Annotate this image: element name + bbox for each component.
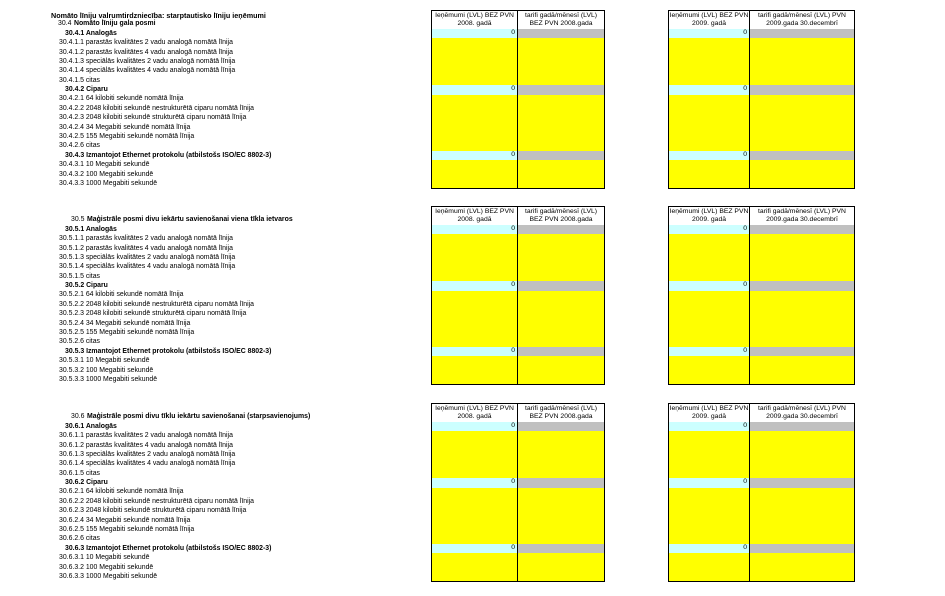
row-label: 30.5.1.2 parastās kvalitātes 4 vadu analogā nomātā līnija xyxy=(59,244,233,252)
row-label: 30.6.2.5 155 Megabiti sekundē nomātā līnija xyxy=(59,525,195,533)
row-label: 30.5.2.1 64 kilobiti sekundē nomātā līnija xyxy=(59,291,184,299)
input-cell[interactable] xyxy=(431,179,518,189)
row-label: 30.5.1.3 speciālās kvalitātes 2 vadu analogā nomātā līnija xyxy=(59,253,236,261)
column-header: Ieņēmumi (LVL) BEZ PVN 2008. gadā xyxy=(431,10,518,30)
row-label: 30.4.2.2 2048 kilobiti sekundē nestrukturētā ciparu nomātā līnija xyxy=(59,104,254,112)
column-header: tarifi gadā/mēnesī (LVL) BEZ PVN 2008.gada xyxy=(517,403,605,423)
row-label: 30.4.2.4 34 Megabiti sekundē nomātā līnija xyxy=(59,123,191,131)
column-header: Ieņēmumi (LVL) BEZ PVN 2009. gadā xyxy=(668,403,750,423)
column-header: tarifi gadā/mēnesī (LVL) PVN 2009.gada 30.decembrī xyxy=(749,10,855,30)
row-label: 30.5.3.3 1000 Megabiti sekundē xyxy=(59,375,158,383)
row-label: 30.6.1.4 speciālās kvalitātes 4 vadu analogā nomātā līnija xyxy=(59,460,236,468)
row-label: 30.6.2.4 34 Megabiti sekundē nomātā līnija xyxy=(59,516,191,524)
row-label: 30.6.2.6 citas xyxy=(59,535,100,543)
section-title: Maģistrāle posmi divu tīklu iekārtu savienošanai (starpsavienojums) xyxy=(87,413,311,420)
document-title: Nomāto līniju valrumtirdzniecība: starptautisko līniju ieņēmumi xyxy=(51,11,266,20)
row-label: 30.4.1.5 citas xyxy=(59,76,100,84)
row-label: 30.6.3.1 10 Megabiti sekundē xyxy=(59,554,150,562)
total-cell: 0 xyxy=(668,225,750,235)
total-cell: 0 xyxy=(668,29,750,39)
subtotal-label: 30.4.2 Ciparu xyxy=(65,86,108,94)
subtotal-label: 30.6.1 Analogās xyxy=(65,422,117,430)
total-cell: 0 xyxy=(668,281,750,291)
total-cell: 0 xyxy=(431,347,518,357)
column-header: tarifi gadā/mēnesī (LVL) PVN 2009.gada 30.decembrī xyxy=(749,206,855,226)
row-label: 30.5.2.3 2048 kilobiti sekundē strukturētā ciparu nomātā līnija xyxy=(59,310,247,318)
row-label: 30.6.2.3 2048 kilobiti sekundē strukturētā ciparu nomātā līnija xyxy=(59,507,247,515)
input-cell[interactable] xyxy=(668,572,750,582)
total-cell: 0 xyxy=(431,85,518,95)
total-cell: 0 xyxy=(431,478,518,488)
subtotal-label: 30.4.3 Izmantojot Ethernet protokolu (atbilstošs ISO/EC 8802-3) xyxy=(65,151,272,159)
total-cell: 0 xyxy=(668,347,750,357)
total-cell: 0 xyxy=(431,281,518,291)
row-label: 30.5.1.5 citas xyxy=(59,272,100,280)
input-cell[interactable] xyxy=(749,179,855,189)
row-label: 30.5.2.2 2048 kilobiti sekundē nestrukturētā ciparu nomātā līnija xyxy=(59,300,254,308)
row-label: 30.5.2.4 34 Megabiti sekundē nomātā līnija xyxy=(59,319,191,327)
subtotal-label: 30.5.1 Analogās xyxy=(65,225,117,233)
subtotal-label: 30.5.3 Izmantojot Ethernet protokolu (atbilstošs ISO/EC 8802-3) xyxy=(65,347,272,355)
row-label: 30.4.2.1 64 kilobiti sekundē nomātā līnija xyxy=(59,95,184,103)
input-cell[interactable] xyxy=(517,572,605,582)
row-label: 30.5.3.1 10 Megabiti sekundē xyxy=(59,357,150,365)
total-cell: 0 xyxy=(431,225,518,235)
total-cell: 0 xyxy=(668,151,750,161)
row-label: 30.5.2.5 155 Megabiti sekundē nomātā līnija xyxy=(59,328,195,336)
section-code: 30.6 xyxy=(71,413,85,420)
total-cell: 0 xyxy=(431,544,518,554)
row-label: 30.6.1.3 speciālās kvalitātes 2 vadu analogā nomātā līnija xyxy=(59,450,236,458)
row-label: 30.5.2.6 citas xyxy=(59,338,100,346)
section-title: Maģistrāle posmi divu iekārtu savienošanai viena tīkla ietvaros xyxy=(87,216,293,223)
input-cell[interactable] xyxy=(749,572,855,582)
input-cell[interactable] xyxy=(431,375,518,385)
row-label: 30.4.1.4 speciālās kvalitātes 4 vadu analogā nomātā līnija xyxy=(59,67,236,75)
row-label: 30.4.2.6 citas xyxy=(59,142,100,150)
row-label: 30.6.3.3 1000 Megabiti sekundē xyxy=(59,572,158,580)
input-cell[interactable] xyxy=(668,179,750,189)
column-header: Ieņēmumi (LVL) BEZ PVN 2009. gadā xyxy=(668,10,750,30)
input-cell[interactable] xyxy=(517,375,605,385)
total-cell: 0 xyxy=(668,544,750,554)
column-header: tarifi gadā/mēnesī (LVL) BEZ PVN 2008.gada xyxy=(517,206,605,226)
row-label: 30.4.3.3 1000 Megabiti sekundē xyxy=(59,179,158,187)
row-label: 30.4.1.2 parastās kvalitātes 4 vadu analogā nomātā līnija xyxy=(59,48,233,56)
input-cell[interactable] xyxy=(517,179,605,189)
row-label: 30.4.2.3 2048 kilobiti sekundē strukturētā ciparu nomātā līnija xyxy=(59,114,247,122)
column-header: tarifi gadā/mēnesī (LVL) PVN 2009.gada 30.decembrī xyxy=(749,403,855,423)
section-title: Nomāto līniju gala posmi xyxy=(74,20,156,27)
row-label: 30.4.3.1 10 Megabiti sekundē xyxy=(59,161,150,169)
column-header: Ieņēmumi (LVL) BEZ PVN 2008. gadā xyxy=(431,206,518,226)
row-label: 30.6.2.2 2048 kilobiti sekundē nestrukturētā ciparu nomātā līnija xyxy=(59,497,254,505)
section-code: 30.5 xyxy=(71,216,85,223)
row-label: 30.4.2.5 155 Megabiti sekundē nomātā līnija xyxy=(59,132,195,140)
column-header: Ieņēmumi (LVL) BEZ PVN 2008. gadā xyxy=(431,403,518,423)
total-cell: 0 xyxy=(431,151,518,161)
row-label: 30.4.3.2 100 Megabiti sekundē xyxy=(59,170,154,178)
row-label: 30.4.1.3 speciālās kvalitātes 2 vadu analogā nomātā līnija xyxy=(59,57,236,65)
column-header: tarifi gadā/mēnesī (LVL) BEZ PVN 2008.gada xyxy=(517,10,605,30)
row-label: 30.6.2.1 64 kilobiti sekundē nomātā līnija xyxy=(59,488,184,496)
row-label: 30.6.1.2 parastās kvalitātes 4 vadu analogā nomātā līnija xyxy=(59,441,233,449)
total-cell: 0 xyxy=(668,85,750,95)
input-cell[interactable] xyxy=(668,375,750,385)
total-cell: 0 xyxy=(668,422,750,432)
subtotal-label: 30.6.2 Ciparu xyxy=(65,479,108,487)
row-label: 30.6.1.5 citas xyxy=(59,469,100,477)
row-label: 30.5.3.2 100 Megabiti sekundē xyxy=(59,366,154,374)
section-code: 30.4 xyxy=(58,20,72,27)
total-cell: 0 xyxy=(431,422,518,432)
input-cell[interactable] xyxy=(431,572,518,582)
total-cell: 0 xyxy=(668,478,750,488)
row-label: 30.6.1.1 parastās kvalitātes 2 vadu analogā nomātā līnija xyxy=(59,432,233,440)
input-cell[interactable] xyxy=(749,375,855,385)
subtotal-label: 30.5.2 Ciparu xyxy=(65,282,108,290)
subtotal-label: 30.4.1 Analogās xyxy=(65,29,117,37)
subtotal-label: 30.6.3 Izmantojot Ethernet protokolu (atbilstošs ISO/EC 8802-3) xyxy=(65,544,272,552)
row-label: 30.6.3.2 100 Megabiti sekundē xyxy=(59,563,154,571)
row-label: 30.4.1.1 parastās kvalitātes 2 vadu analogā nomātā līnija xyxy=(59,39,233,47)
total-cell: 0 xyxy=(431,29,518,39)
column-header: Ieņēmumi (LVL) BEZ PVN 2009. gadā xyxy=(668,206,750,226)
row-label: 30.5.1.4 speciālās kvalitātes 4 vadu analogā nomātā līnija xyxy=(59,263,236,271)
row-label: 30.5.1.1 parastās kvalitātes 2 vadu analogā nomātā līnija xyxy=(59,235,233,243)
